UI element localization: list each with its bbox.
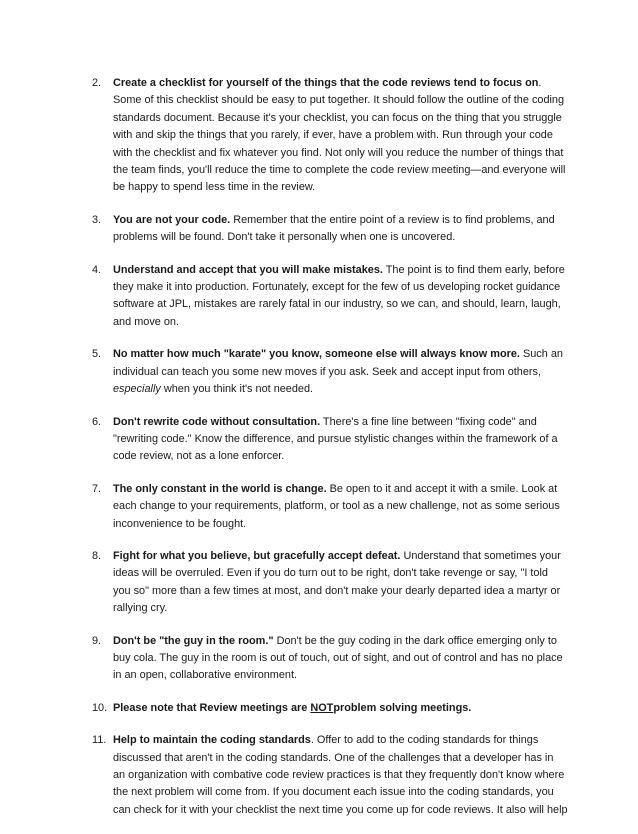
list-item <box>0 700 638 717</box>
list-item <box>0 212 638 247</box>
item-body <box>113 633 568 685</box>
item-heading-continued: problem solving meetings. <box>333 701 472 714</box>
item-text: Understand that sometimes your ideas will be overruled. Even if you do turn out to be right, don't take revenge or say, "I told you so" more than a few times at most, and don't make your dearly departed idea a martyr or rallying cry. <box>113 549 561 615</box>
item-body <box>113 75 568 197</box>
list-item <box>0 414 638 466</box>
item-body <box>113 346 568 398</box>
list-item <box>0 732 638 819</box>
list-item <box>0 75 638 197</box>
item-text: Remember that the entire point of a review is to find problems, and problems will be found. Don't take it personally when one is uncovered. <box>113 213 555 244</box>
item-heading: Understand and accept that you will make mistakes. <box>113 263 383 276</box>
item-heading: Create a checklist for yourself of the things that the code reviews tend to focus on <box>113 77 539 89</box>
item-body <box>113 732 568 819</box>
item-number: 8. <box>92 549 102 562</box>
item-text: . Some of this checklist should be easy to put together. It should follow the outline of the coding standards document. Because it's your checklist, you can focus on the thing that you struggle with and skip the things that you rarely, if ever, have a problem with. Run through your code with the checklist and fix whatever you find. Not only will you reduce the number of things that the team finds, you'll reduce the time to complete the code review meeting—and everyone will be happy to spend less time in the review. <box>113 77 566 194</box>
item-heading: Don't be "the guy in the room." <box>113 634 274 647</box>
item-body <box>113 414 568 466</box>
list-item <box>0 346 638 398</box>
item-text: Don't be the guy coding in the dark office emerging only to buy cola. The guy in the room is out of touch, out of sight, and out of control and has no place in an open, collaborative environment. <box>113 634 563 682</box>
item-number: 10. <box>92 701 108 714</box>
item-text: . Offer to add to the coding standards for things discussed that aren't in the coding standards. One of the challenges that a developer has in an organization with combative code review practices is that they frequently don't know where the next problem will come from. If you document each issue into the coding standards, you can check for it with your checklist the next time you come up for code reviews. It also will help <box>113 734 568 816</box>
item-heading: No matter how much "karate" you know, someone else will always know more. <box>113 348 520 361</box>
item-heading: You are not your code. <box>113 213 231 226</box>
item-text: There's a fine line between "fixing code" and "rewriting code." Know the difference, and pursue stylistic changes within the framework of a code review, not as a lone enforcer. <box>113 415 558 463</box>
item-body <box>113 262 568 332</box>
item-number: 6. <box>92 415 102 428</box>
item-body <box>113 548 568 618</box>
item-text: Be open to it and accept it with a smile. Look at each change to your requirements, platform, or tool as a new challenge, not as some serious inconvenience to be fought. <box>113 482 560 530</box>
item-body <box>113 481 568 533</box>
item-heading: Please note that Review meetings are <box>113 701 311 714</box>
item-number: 2. <box>92 77 102 89</box>
item-body <box>113 700 568 717</box>
list-item <box>0 633 638 685</box>
item-number: 9. <box>92 634 102 647</box>
item-number: 4. <box>92 263 102 276</box>
item-heading: The only constant in the world is change. <box>113 482 327 495</box>
item-body <box>113 212 568 247</box>
item-heading: Don't rewrite code without consultation. <box>113 415 321 428</box>
guideline-list <box>0 75 638 834</box>
list-item <box>0 481 638 533</box>
item-text-continued: when you think it's not needed. <box>160 383 314 396</box>
item-emphasis: especially <box>113 383 161 396</box>
list-item <box>0 548 638 618</box>
item-text: The point is to find them early, before they make it into production. Fortunately, except for the few of us developing rocket guidance software at JPL, mistakes are rarely fatal in our industry, so we can, and should, learn, laugh, and move on. <box>113 263 565 328</box>
item-number: 7. <box>92 482 102 495</box>
item-number: 3. <box>92 213 102 226</box>
item-heading: Fight for what you believe, but gracefully accept defeat. <box>113 549 401 562</box>
item-underlined-word: NOT <box>310 701 334 714</box>
item-number: 11. <box>92 734 107 747</box>
item-number: 5. <box>92 348 102 361</box>
item-heading: Help to maintain the coding standards <box>113 734 311 747</box>
item-text: Such an individual can teach you some new moves if you ask. Seek and accept input from others, <box>113 348 563 378</box>
list-item <box>0 262 638 332</box>
